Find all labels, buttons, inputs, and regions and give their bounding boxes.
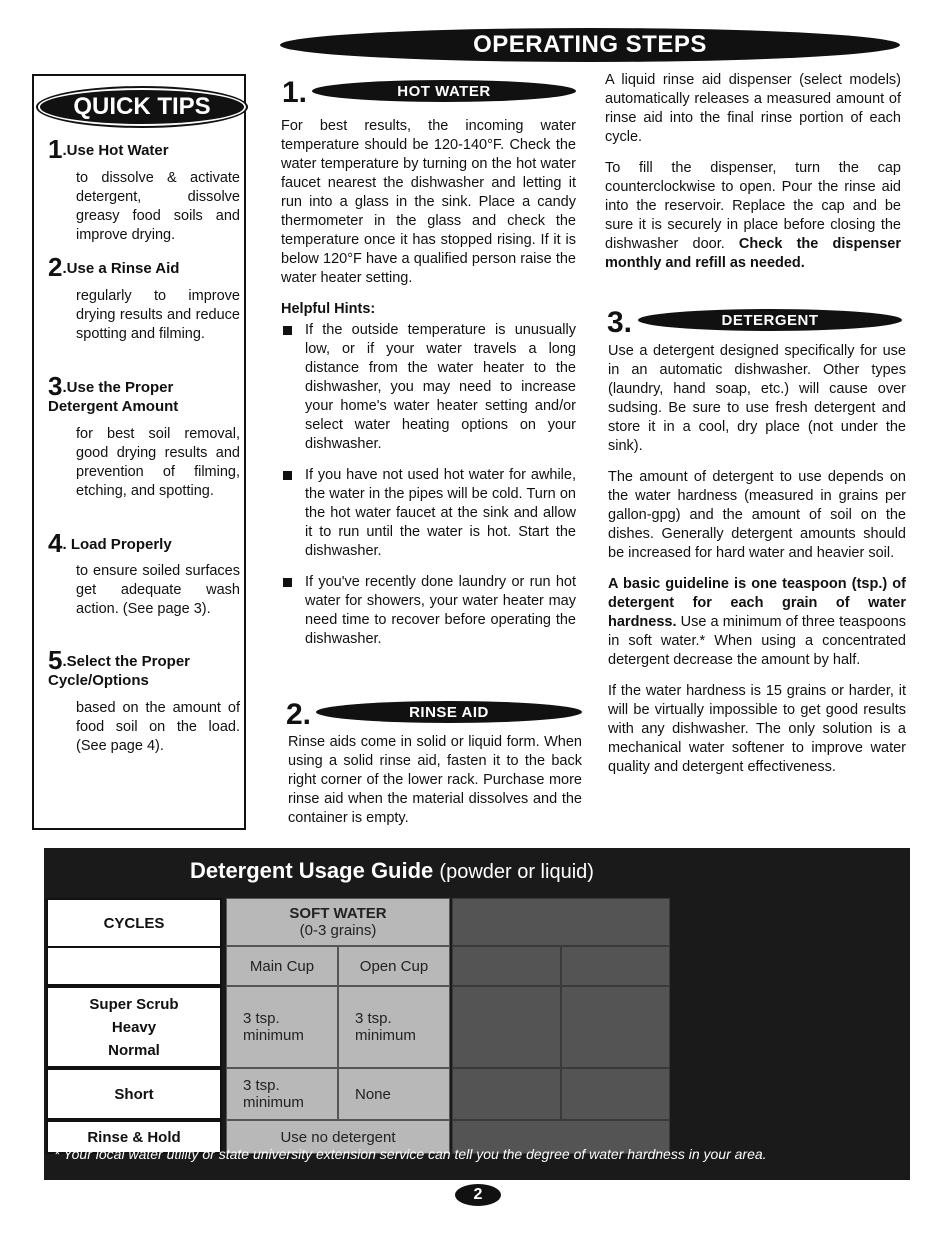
detergent-column [608,342,906,789]
open-cup-header: Open Cup [338,946,450,986]
cycle-cell-short: Short [46,1068,222,1120]
rinse-aid-banner: RINSE AID [316,701,582,723]
tip-2-heading: 2.Use a Rinse Aid [48,252,180,282]
cycle-cell-main: Super Scrub Heavy Normal [46,986,222,1068]
hint-2: If you have not used hot water for awhile, the water in the pipes will be cold. Turn on the hot water faucet at the sink and allow it to run until the water is hot. Start the dishwasher. [281,466,576,561]
rinse-aid-p1: Rinse aids come in solid or liquid form. When using a solid rinse aid, fasten it to the back right corner of the lower rack. Purchase more rinse aid when the material dissolves and the container is empty. [288,734,582,826]
main-cup-row2: 3 tsp. minimum [226,1068,338,1120]
hot-water-column [281,117,576,661]
detergent-p4: If the water hardness is 15 grains or harder, it will be virtually impossible to get good results with any dishwasher. The only solution is a mechanical water softener to improve water quality and detergent effectiveness. [608,683,906,775]
rinse-aid-p2: A liquid rinse aid dispenser (select models) automatically releases a measured amount of rinse aid into the final rinse portion of each cycle. [605,72,901,145]
hot-water-banner: HOT WATER [312,80,576,102]
hot-water-intro: For best results, the incoming water temperature should be 120-140°F. Check the water temperature by turning on the hot water faucet nearest the dishwasher and letting it run into a glass in the sink. Place a candy thermometer in the glass and check the temperature once it has stopped rising. If it is below 120°F have a qualified person raise the water heater setting. [281,118,576,286]
hint-1: If the outside temperature is unusually low, or if your water travels a long distance from the water heater to the dishwasher, you may need to increase your home's water heater setting and/or select water heating options on your dishwasher. [281,321,576,454]
faded-main-cup-header [452,946,561,986]
tip-4-heading: 4. Load Properly [48,528,172,558]
soft-water-header: SOFT WATER (0-3 grains) [226,898,450,946]
blank-header-cell [46,946,222,986]
main-cup-row1: 3 tsp. minimum [226,986,338,1068]
faded-open-cup-header [561,946,670,986]
main-cup-header: Main Cup [226,946,338,986]
detergent-p2: The amount of detergent to use depends on the water hardness (measured in grains per gallon-gpg) and the amount of soil on the dishes. Generally detergent amounts should be increased for hard water and heavier soil. [608,469,906,561]
section-3-number: 3. [607,306,633,339]
tip-5-body: based on the amount of food soil on the load. (See page 4). [76,700,240,754]
helpful-hints-title: Helpful Hints: [281,301,376,317]
open-cup-row2: None [338,1068,450,1120]
faded-cell-r2c2 [561,1068,670,1120]
guide-title: Detergent Usage Guide (powder or liquid) [190,858,594,883]
rinse-aid-p3: To fill the dispenser, turn the cap counterclockwise to open. Pour the rinse aid into the reservoir. Replace the cap and be sure it is securely in place before closing the dishwasher door. Check the dispenser monthly and refill as needed. [605,160,902,271]
tip-5-heading: 5.Select the Proper Cycle/Options [48,645,191,689]
faded-cell-r1c2 [561,986,670,1068]
detergent-p1: Use a detergent designed specifically for use in an automatic dishwasher. Other types (laundry, hand soap, etc.) will cause over sudsing. Be sure to use fresh detergent and store it in a cool, dry place (not under the sink). [608,343,906,454]
open-cup-row1: 3 tsp. minimum [338,986,450,1068]
section-2-number: 2. [286,698,312,731]
quick-tips-banner: QUICK TIPS [38,88,246,126]
faded-cell-r1c1 [452,986,561,1068]
tip-3-heading: 3.Use the Proper Detergent Amount [48,371,179,415]
tip-3-body: for best soil removal, good drying results and prevention of filming, etching, and spotting. [76,426,240,499]
detergent-p3: A basic guideline is one teaspoon (tsp.) of detergent for each grain of water hardness. Use a minimum of three teaspoons in soft water.* When using a concentrated detergent decrease the amount by half. [608,576,906,668]
tip-2-body: regularly to improve drying results and reduce spotting and filming. [76,288,240,342]
faded-cell-r2c1 [452,1068,561,1120]
cycles-header: CYCLES [46,898,222,948]
guide-footnote: * Your local water utility or state university extension service can tell you the degree of water hardness in your area. [54,1146,767,1162]
hint-3: If you've recently done laundry or run hot water for showers, your water heater may need time to recover before operating the dishwasher. [281,573,576,649]
tip-1-body: to dissolve & activate detergent, dissolve greasy food soils and improve drying. [76,170,240,243]
tip-1-heading: 1.Use Hot Water [48,134,169,164]
section-1-number: 1. [282,76,308,109]
detergent-banner: DETERGENT [638,309,902,331]
cycle-cell-rinse-hold: Rinse & Hold [46,1120,222,1154]
page-number: 2 [455,1184,501,1206]
rinse-hold-amount: Use no detergent [226,1120,450,1154]
rinse-aid-column [605,71,901,285]
tip-4-body: to ensure soiled surfaces get adequate wash action. (See page 3). [76,563,240,617]
hard-water-header-faded [452,898,670,946]
operating-steps-banner: OPERATING STEPS [280,28,900,62]
